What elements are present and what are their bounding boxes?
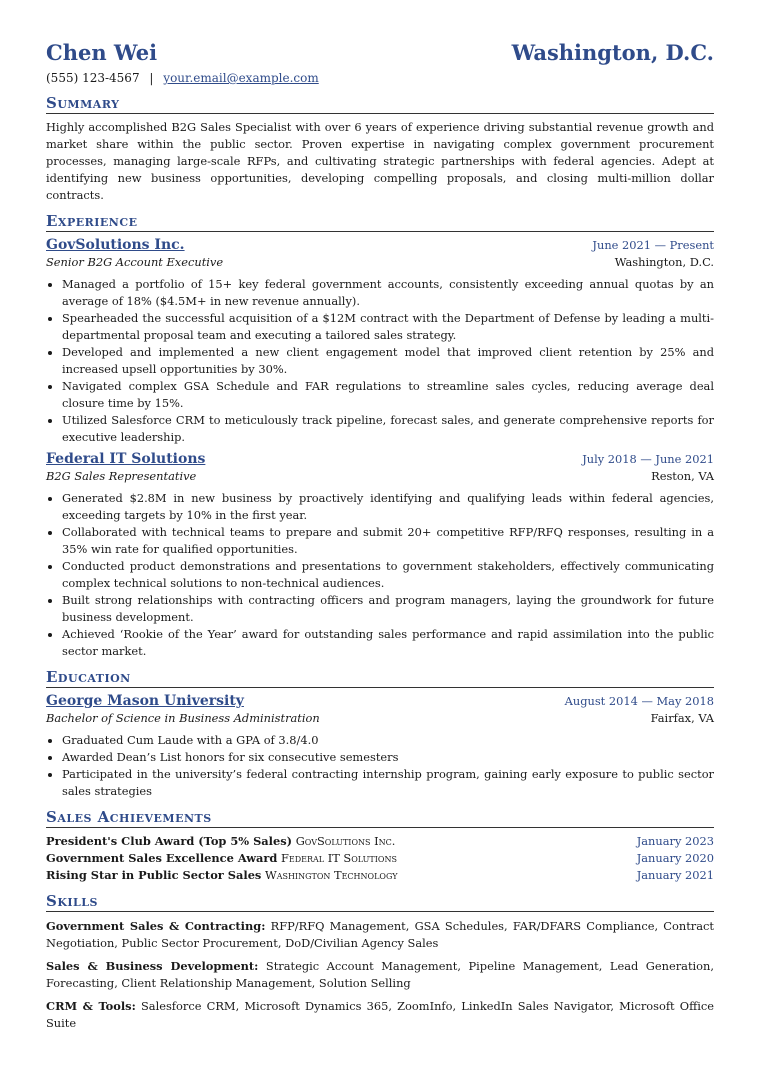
bullet-item: • Navigated complex GSA Schedule and FAR regulations to streamline sales cycles, reducing average deal closure time by 15%.	[62, 378, 714, 412]
job-sub	[46, 468, 714, 485]
skill-label: Sales & Business Development:	[46, 959, 259, 973]
bullet-item: • Conducted product demonstrations and presentations to government stakeholders, effectively communicating complex technical solutions to non-technical audiences.	[62, 558, 714, 592]
email-link[interactable]: your.email@example.com	[163, 71, 319, 85]
job-head	[46, 236, 714, 254]
candidate-location: Washington, D.C.	[511, 40, 714, 65]
job-entry-1	[46, 236, 714, 446]
skill-label: Government Sales & Contracting:	[46, 919, 266, 933]
job-role: B2G Sales Representative	[46, 469, 197, 483]
bullet-item: • Graduated Cum Laude with a GPA of 3.8/4.0	[62, 732, 714, 749]
achievement-org: Federal IT Solutions	[280, 851, 397, 865]
school-link[interactable]: George Mason University	[46, 693, 244, 709]
job-role: Senior B2G Account Executive	[46, 255, 224, 269]
bullet-item: • Participated in the university’s federal contracting internship program, gaining early exposure to public sector sales strategies	[62, 766, 714, 800]
bullet-item: • Managed a portfolio of 15+ key federal government accounts, consistently exceeding annual quotas by an average of 18% ($4.5M+ in new revenue annually).	[62, 276, 714, 310]
achievements-list	[46, 833, 714, 884]
skill-text: RFP/RFQ Management, GSA Schedules, FAR/DFARS Compliance, Contract Negotiation, Public Sector Procurement, DoD/Civilian Agency Sales	[46, 919, 714, 950]
achievement-row	[46, 867, 714, 884]
education-sub	[46, 710, 714, 727]
job-head	[46, 450, 714, 468]
job-location: Reston, VA	[651, 469, 714, 483]
bullet-item: • Developed and implemented a new client engagement model that improved client retention by 25% and increased upsell opportunities by 30%.	[62, 344, 714, 378]
bullet-item: • Built strong relationships with contracting officers and program managers, laying the groundwork for future business development.	[62, 592, 714, 626]
achievement-date: January 2020	[636, 851, 714, 865]
skill-group	[46, 998, 714, 1032]
section-title-summary: Summary	[46, 94, 714, 114]
job-location: Washington, D.C.	[614, 255, 714, 269]
job-entry-2	[46, 450, 714, 660]
job-org-link[interactable]: Federal IT Solutions	[46, 451, 206, 467]
skill-text: Strategic Account Management, Pipeline Management, Lead Generation, Forecasting, Client Relationship Management, Solution Selling	[46, 959, 714, 990]
candidate-name: Chen Wei	[46, 40, 158, 65]
degree: Bachelor of Science in Business Administration	[46, 711, 320, 725]
achievement-date: January 2023	[636, 834, 714, 848]
summary-text: Highly accomplished B2G Sales Specialist with over 6 years of experience driving substantial revenue growth and market share within the public sector. Proven expertise in navigating complex government procurement processes, managing large-scale RFPs, and cultivating strategic partnerships with federal agencies. Adept at identifying new business opportunities, developing compelling proposals, and closing multi-million dollar contracts.	[46, 120, 714, 202]
achievement-title: Rising Star in Public Sector Sales	[46, 868, 262, 882]
contact-line	[46, 70, 714, 86]
skill-group	[46, 958, 714, 992]
achievement-title: Government Sales Excellence Award	[46, 851, 278, 865]
job-dates: June 2021 — Present	[592, 238, 714, 252]
education-entry	[46, 692, 714, 800]
bullet-item: • Collaborated with technical teams to prepare and submit 20+ competitive RFP/RFQ responses, resulting in a 35% win rate for qualified opportunities.	[62, 524, 714, 558]
phone-number: (555) 123-4567	[46, 71, 140, 85]
achievement-title: President's Club Award (Top 5% Sales)	[46, 834, 293, 848]
bullet-item: • Spearheaded the successful acquisition of a $12M contract with the Department of Defense by leading a multi-departmental proposal team and executing a tailored sales strategy.	[62, 310, 714, 344]
skill-text: Salesforce CRM, Microsoft Dynamics 365, ZoomInfo, LinkedIn Sales Navigator, Microsoft Office Suite	[46, 999, 714, 1030]
job-org-link[interactable]: GovSolutions Inc.	[46, 237, 185, 253]
education-head	[46, 692, 714, 710]
job-dates: July 2018 — June 2021	[582, 452, 714, 466]
skill-group	[46, 918, 714, 952]
bullet-item: • Awarded Dean’s List honors for six consecutive semesters	[62, 749, 714, 766]
achievement-row	[46, 833, 714, 850]
section-title-skills: Skills	[46, 892, 714, 912]
resume-header	[46, 40, 714, 66]
education-bullets	[46, 732, 714, 800]
education-dates: August 2014 — May 2018	[564, 694, 714, 708]
bullet-item: • Generated $2.8M in new business by proactively identifying and qualifying leads within federal agencies, exceeding targets by 10% in the first year.	[62, 490, 714, 524]
job-bullets	[46, 490, 714, 660]
education-location: Fairfax, VA	[650, 711, 714, 725]
bullet-item: • Achieved ‘Rookie of the Year’ award for outstanding sales performance and rapid assimilation into the public sector market.	[62, 626, 714, 660]
achievement-row	[46, 850, 714, 867]
job-bullets	[46, 276, 714, 446]
achievement-org: GovSolutions Inc.	[295, 834, 396, 848]
skill-label: CRM & Tools:	[46, 999, 136, 1013]
achievement-date: January 2021	[636, 868, 714, 882]
achievement-org: Washington Technology	[264, 868, 398, 882]
section-title-achievements: Sales Achievements	[46, 808, 714, 828]
job-sub	[46, 254, 714, 271]
contact-separator: |	[149, 71, 154, 85]
section-title-experience: Experience	[46, 212, 714, 232]
bullet-item: • Utilized Salesforce CRM to meticulously track pipeline, forecast sales, and generate comprehensive reports for executive leadership.	[62, 412, 714, 446]
section-title-education: Education	[46, 668, 714, 688]
